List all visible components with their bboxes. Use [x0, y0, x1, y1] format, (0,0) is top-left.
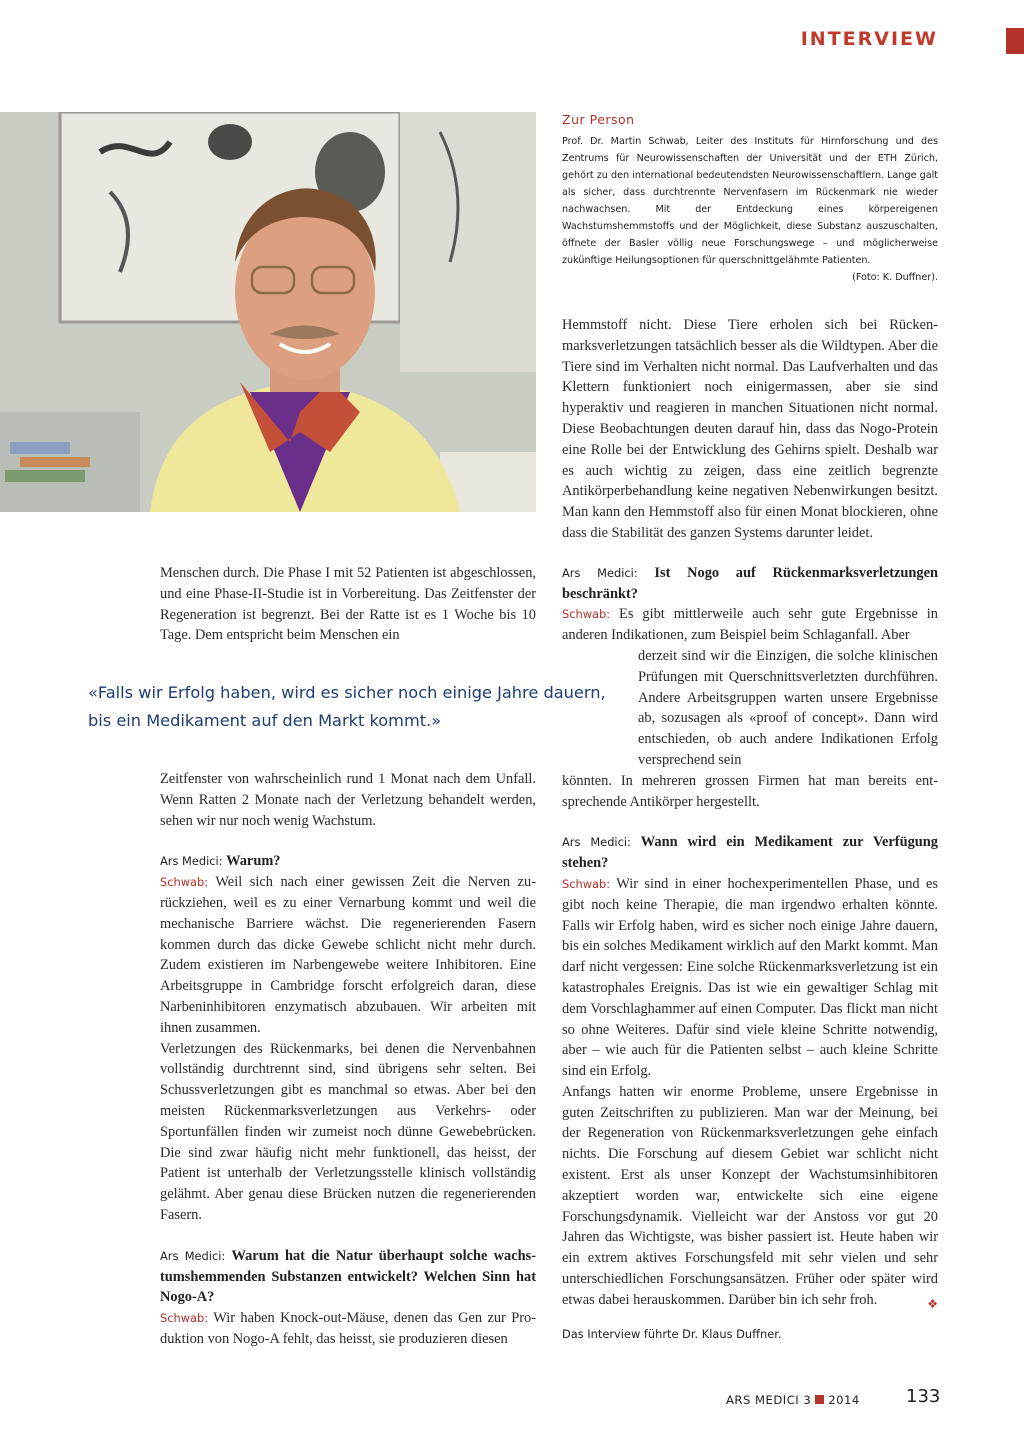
body-paragraph: Zeitfenster von wahrscheinlich rund 1 Monat nach dem Unfall. Wenn Ratten 2 Monate nach der Verletzung behandelt werden, sehen wir nur noch wenig Wachstum. — [160, 771, 536, 829]
footer-brand — [726, 1393, 860, 1407]
footer-square-icon — [815, 1395, 824, 1404]
end-mark-icon: ❖ — [927, 1296, 938, 1311]
section-color-bar — [1006, 28, 1024, 54]
label-schwab: Schwab: — [562, 607, 611, 622]
page-number: 133 — [906, 1386, 941, 1407]
pull-quote: «Falls wir Erfolg haben, wird es sicher noch einige Jahre dauern, bis ein Medikament auf den Markt kommt.» — [88, 683, 606, 730]
body-paragraph: Anfangs hatten wir enorme Probleme, unsere Ergebnisse in guten Zeitschriften zu publizieren. Man war der Meinung, bei der Regeneration von Rückenmarksverletzungen gehe einfach nichts. Die Forschung auf diesem Gebiet war schlicht nicht existent. Erst als unser Konzept der Wachstumsinhibitoren akzeptiert worden war, entwickelte sich eine eigene Forschungsdynamik. Vielleicht war der Anstoss vor gut 20 Jahren das Wichtigste, was bisher passiert ist. Heute haben wir ein extrem aktives Forschungsfeld mit sehr vielen und sehr unterschiedlichen Forschungsansätzen. Früher oder später wird etwas dabei herauskommen. Darüber bin ich sehr froh. — [562, 1083, 938, 1308]
footer-year: 2014 — [828, 1393, 860, 1407]
label-ars-medici: Ars Medici: — [160, 854, 223, 869]
answer: Weil sich nach einer gewissen Zeit die Nerven zurückziehen, weil es zu einer Vernarbung kommt und weil die mechanische Barriere wächst. Die regenerierenden Fasern kommen durch das dicke Gewebe schlicht nicht mehr durch. Zudem existieren im Narbengewebe weitere Inhibitoren. Eine Arbeitsgruppe in Cambridge forscht erfolgreich daran, diese Narbeninhibitoren enzymatisch abzubauen. Wir arbeiten mit ihnen zusammen. — [160, 874, 536, 1036]
right-column — [562, 315, 938, 1315]
left-column-top — [160, 563, 536, 646]
portrait-photo — [0, 112, 536, 512]
left-column-bottom — [160, 769, 536, 1350]
answer-indented: derzeit sind wir die Einzigen, die solche klinischen Prüfungen mit Querschnittsverletzten durchführen. Andere Arbeitsgruppen warten unsere Ergebnisse ab, sozusagen als «proof of concept». Dann wird entschieden, ob auch andere Indikationen Erfolg versprechend sein — [638, 647, 938, 768]
person-bio: Prof. Dr. Martin Schwab, Leiter des Instituts für Hirnforschung und des Zentrums für Neurowissenschaften der Universität und der ETH Zürich, gehört zu den international bedeutendsten Neurowissenschaftlern. Lange galt als sicher, dass durchtrennte Nervenfasern im Rückenmark nie wieder nachwachsen. Mit der Entdeckung eines körpereigenen Wachstumshemmstoffs und der Möglichkeit, diese Substanz auszuschalten, öffnete der Basler völlig neue Forschungswege – und möglicherweise zukünftige Heilungsoptionen für querschnittgelähmte Patienten. — [562, 136, 938, 266]
label-ars-medici: Ars Medici: — [562, 565, 638, 580]
person-box — [562, 112, 938, 286]
label-ars-medici: Ars Medici: — [160, 1248, 226, 1263]
answer: Es gibt mittlerweile auch sehr gute Ergebnisse in anderen Indikationen, zum Beispiel beim Schlaganfall. Aber — [562, 606, 938, 644]
footer-journal: ARS MEDICI 3 — [726, 1393, 812, 1407]
question: Wann wird ein Medikament zur Verfügung stehen? — [562, 834, 938, 872]
label-schwab: Schwab: — [160, 1311, 209, 1326]
body-paragraph: Verletzungen des Rückenmarks, bei denen die Nervenbahnen vollständig durchtrennt sind, sind übrigens sehr selten. Bei Schussverletzungen gibt es manchmal so etwas. Aber bei den meisten Rückenmarksverletzungen aus Verkehrs- oder Sportunfällen finden wir zumeist noch dünne Gewebebrücken. Die sind zwar häufig nicht mehr funktionell, das heisst, der Patient ist unterhalb der Verletzungsstelle klinisch vollständig gelähmt. Aber genau diese Brücken nutzen die regenerierenden Fasern. — [160, 1040, 536, 1223]
person-box-text — [562, 133, 938, 283]
question: Warum hat die Natur überhaupt solche wachstumshemmenden Substanzen entwickelt? Welchen Sinn hat Nogo-A? — [160, 1247, 537, 1306]
photo-credit: (Foto: K. Duffner). — [852, 272, 938, 283]
body-paragraph: Hemmstoff nicht. Diese Tiere erholen sich bei Rückenmarksverletzungen tatsächlich besser als die Wildtypen. Aber die Tiere sind im Verhalten nicht normal. Das Laufverhalten und das Klettern funktioniert noch einigermassen, aber sie sind hyperaktiv und reagieren in manchen Situationen nicht normal. Diese Beobachtungen deuten darauf hin, dass das Nogo-Protein eine Rolle bei der Entwicklung des Gehirns spielt. Deshalb war es auch wichtig zu zeigen, dass eine zeitlich begrenzte Antikörperbehandlung keine negativen Nebenwirkungen besitzt. Man kann den Hemmstoff also für einen Monat blockieren, ohne dass die Stabilität des ganzen Systems darunter leidet. — [562, 317, 938, 541]
person-box-title: Zur Person — [562, 112, 635, 127]
section-title: INTERVIEW — [800, 28, 938, 50]
answer: Wir sind in einer hochexperimentellen Phase, und es gibt noch keine Therapie, die man irgendwo erhalten könnte. Falls wir Erfolg haben, wird es sicher noch einige Jahre dauern, bis ein solches Medikament wirklich auf den Markt kommt. Man darf nicht vergessen: Eine solche Rückenmarksverletzung ist ein katastrophales Ereignis. Das ist wie ein gewaltiger Schlag mit dem Vorschlaghammer auf einen Computer. Das flickt man nicht so ohne Weiteres. Dafür sind viele kleine Schritte notwendig, aber – wie auch für die Patienten selbst – auch kleine Schritte sind ein Erfolg. — [562, 875, 938, 1080]
label-ars-medici: Ars Medici: — [562, 835, 631, 850]
question: Warum? — [226, 853, 281, 870]
question: Ist Nogo auf Rückenmarksverletzungen beschränkt? — [562, 564, 938, 602]
label-schwab: Schwab: — [562, 876, 611, 891]
answer: Wir haben Knock-out-Mäuse, denen das Gen zur Produktion von Nogo-A fehlt, das heisst, sie produzieren diesen — [160, 1310, 536, 1347]
label-schwab: Schwab: — [160, 875, 209, 890]
interview-byline: Das Interview führte Dr. Klaus Duffner. — [562, 1327, 782, 1341]
answer-continued: könnten. In mehreren grossen Firmen hat man bereits entsprechende Antikörper hergestellt. — [562, 772, 938, 810]
body-paragraph: Menschen durch. Die Phase I mit 52 Patienten ist abgeschlossen, und eine Phase-II-Studie ist in Vorbereitung. Das Zeitfenster der Regeneration ist begrenzt. Bei der Ratte ist es 1 Woche bis 10 Tage. Dem entspricht beim Menschen ein — [160, 565, 536, 644]
